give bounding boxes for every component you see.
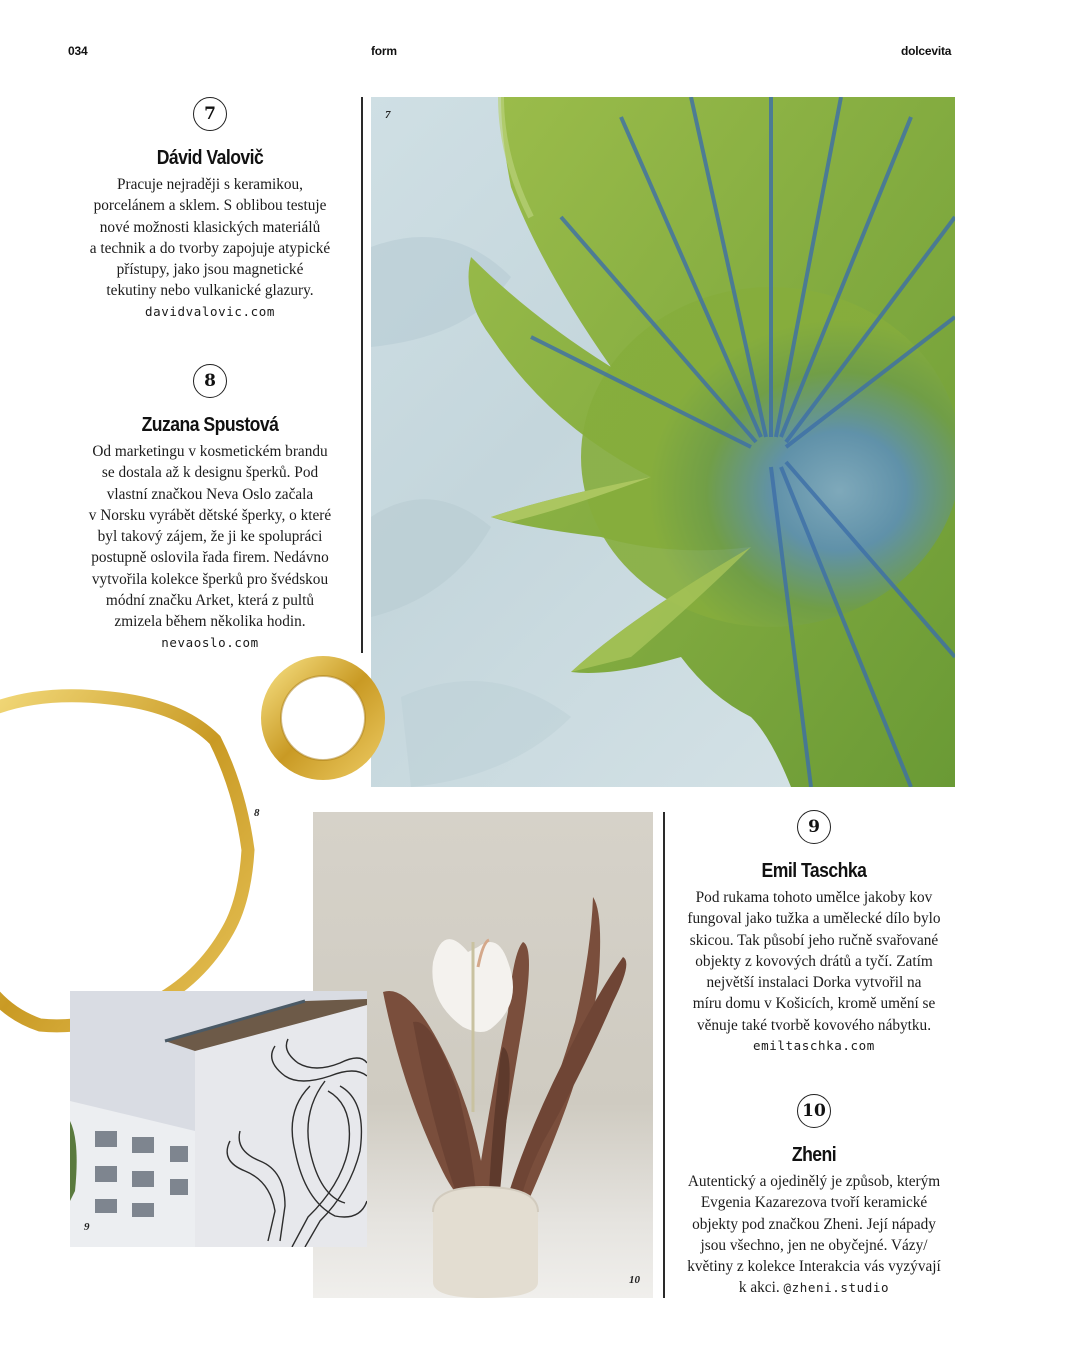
description-line [669, 1277, 959, 1298]
designer-instagram-link[interactable]: @zheni.studio [783, 1280, 890, 1296]
description-line: fungoval jako tužka a umělecké dílo bylo [687, 910, 941, 928]
designer-entry-7 [70, 97, 350, 319]
description-line: nové možnosti klasických materiálů [99, 218, 321, 236]
column-divider [361, 97, 363, 653]
description-line: módní značku Arket, která z pultů [105, 592, 315, 610]
section-name: form [371, 44, 397, 58]
designer-description [70, 174, 350, 302]
description-line: skicou. Tak působí jeho ručně svařované [689, 931, 939, 949]
photo-caption: 7 [385, 109, 391, 121]
designer-name: Emil Taschka [761, 860, 867, 882]
description-line: Evgenia Kazarezova tvoří keramické [700, 1194, 928, 1212]
designer-description [669, 1171, 959, 1299]
designer-entry-8 [70, 364, 350, 650]
photo-caption: 8 [254, 807, 260, 819]
description-line: objekty z kovových drátů a tyčí. Zatím [695, 952, 933, 970]
description-line: vytvořila kolekce šperků pro švédskou [91, 570, 329, 588]
description-line: a technik a do tvorby zapojuje atypické [89, 239, 331, 257]
description-line: Autentický a ojedinělý je způsob, kterým [687, 1173, 941, 1190]
description-text: k akci. [738, 1279, 784, 1297]
designer-name: Zuzana Spustová [141, 414, 279, 436]
designer-website-link[interactable]: nevaoslo.com [161, 634, 259, 650]
page-number: 034 [68, 44, 88, 58]
description-line: Od marketingu v kosmetickém brandu [92, 443, 328, 460]
photo-caption: 9 [84, 1221, 90, 1233]
designer-name: Zheni [791, 1144, 837, 1166]
description-line: tekutiny nebo vulkanické glazury. [106, 282, 314, 300]
building-mural-photo [70, 991, 367, 1247]
description-line: postupně oslovila řada firem. Nedávno [91, 549, 329, 567]
ceramic-leaf-bowl-photo [371, 97, 955, 787]
designer-description [70, 441, 350, 633]
designer-description [669, 887, 959, 1036]
description-line: věnuje také tvorbě kovového nábytku. [696, 1016, 932, 1034]
description-line: největší instalaci Dorka vytvořil na [706, 974, 922, 992]
description-line: se dostala až k designu šperků. Pod [101, 464, 319, 482]
description-line: květiny z kolekce Interakcia vás vyzývají [687, 1258, 941, 1276]
description-line: zmizela během několika hodin. [114, 613, 306, 631]
entry-number-badge: 10 [797, 1094, 831, 1128]
description-line: vlastní značkou Neva Oslo začala [106, 485, 314, 503]
entry-number-badge: 8 [193, 364, 227, 398]
description-line: byl takový zájem, že ji ke spolupráci [97, 528, 323, 546]
description-line: Pracuje nejraději s keramikou, [116, 176, 304, 193]
photo-caption: 10 [629, 1274, 640, 1286]
designer-entry-9 [669, 810, 959, 1053]
entry-number-badge: 7 [193, 97, 227, 131]
designer-name: Dávid Valovič [156, 147, 264, 169]
description-line: míru domu v Košicích, kromě umění se [692, 995, 936, 1013]
designer-entry-10 [669, 1094, 959, 1299]
designer-website-link[interactable]: davidvalovic.com [144, 303, 275, 319]
entry-number-badge: 9 [797, 810, 831, 844]
description-line: v Norsku vyrábět dětské šperky, o které [88, 506, 332, 524]
description-line: Pod rukama tohoto umělce jakoby kov [695, 889, 933, 906]
description-line: objekty pod značkou Zheni. Její nápady [692, 1215, 936, 1233]
description-line: přístupy, jako jsou magnetické [116, 261, 304, 279]
description-line: jsou všechno, jen ne obyčejné. Vázy/ [700, 1236, 928, 1254]
designer-website-link[interactable]: emiltaschka.com [753, 1038, 875, 1054]
magazine-name: dolcevita [901, 44, 952, 58]
description-line: porcelánem a sklem. S oblibou testuje [93, 197, 327, 215]
column-divider [663, 812, 665, 1298]
